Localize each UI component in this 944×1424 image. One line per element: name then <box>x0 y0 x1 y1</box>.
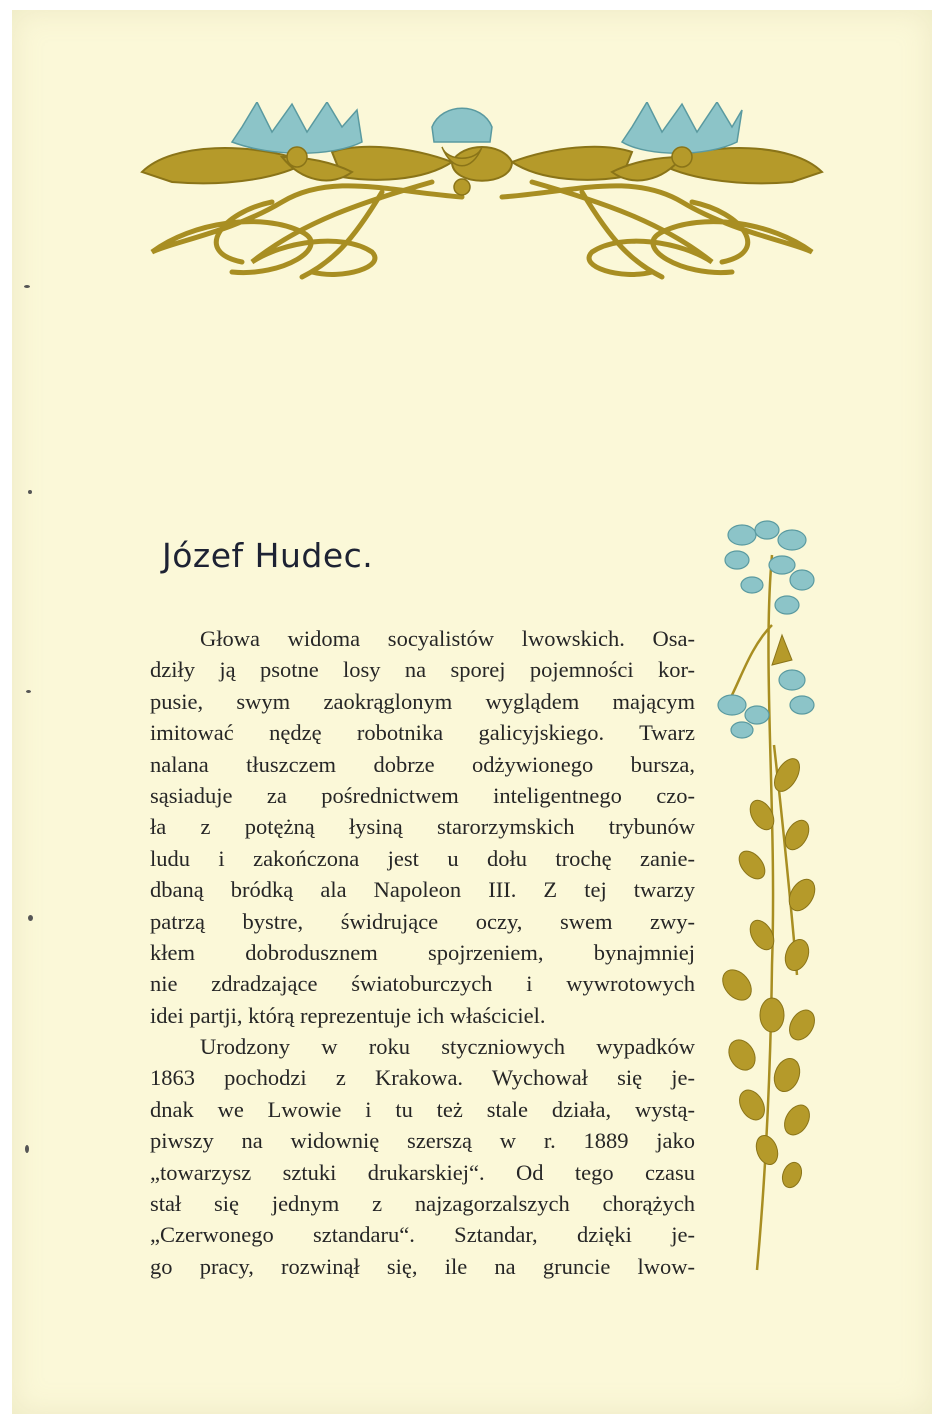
text-line: nie zdradzające światoburczych i wywrotowych <box>150 971 695 997</box>
text-line: sąsiaduje za pośrednictwem inteligentnego czo- <box>150 782 695 808</box>
vetch-vine-ornament <box>712 515 822 1285</box>
binding-mark <box>28 490 32 494</box>
text-line: Urodzony w roku styczniowych wypadków <box>200 1034 695 1060</box>
text-line: piwszy na widownię szerszą w r. 1889 jako <box>150 1128 695 1154</box>
text-line: go pracy, rozwinął się, ile na gruncie lwow- <box>150 1253 695 1279</box>
binding-mark <box>26 690 31 693</box>
text-line: dbaną bródką ala Napoleon III. Z tej twarzy <box>150 877 695 903</box>
text-line: kłem dobrodusznem spojrzeniem, bynajmniej <box>150 939 695 965</box>
text-line: „Czerwonego sztandaru“. Sztandar, dzięki je- <box>150 1222 695 1248</box>
text-line: Głowa widoma socyalistów lwowskich. Osa- <box>200 626 695 651</box>
text-line: ła z potężną łysiną starorzymskich trybunów <box>150 814 695 840</box>
binding-mark <box>24 285 30 288</box>
text-line: 1863 pochodzi z Krakowa. Wychował się je- <box>150 1065 695 1091</box>
text-line: pusie, swym zaokrąglonym wyglądem mającym <box>150 688 695 714</box>
text-line: ludu i zakończona jest u dołu trochę zanie- <box>150 845 695 871</box>
article-body <box>150 623 695 1282</box>
book-page <box>12 10 932 1414</box>
binding-mark <box>28 915 33 921</box>
text-line: imitować nędzę robotnika galicyjskiego. Twarz <box>150 720 695 746</box>
water-lily-ornament <box>132 102 832 292</box>
text-line: dziły ją psotne losy na sporej pojemności kor- <box>150 657 695 683</box>
article-title: Józef Hudec. <box>162 536 374 575</box>
binding-mark <box>25 1145 29 1153</box>
text-line: nalana tłuszczem dobrze odżywionego bursza, <box>150 751 695 777</box>
text-line: stał się jednym z najzagorzalszych chorążych <box>150 1191 695 1217</box>
text-line: „towarzysz sztuki drukarskiej“. Od tego czasu <box>150 1159 695 1185</box>
text-line: idei partji, którą reprezentuje ich właściciel. <box>150 1002 546 1028</box>
text-line: patrzą bystre, świdrujące oczy, swem zwy- <box>150 908 695 934</box>
text-line: dnak we Lwowie i tu też stale działa, wystą- <box>150 1096 695 1122</box>
